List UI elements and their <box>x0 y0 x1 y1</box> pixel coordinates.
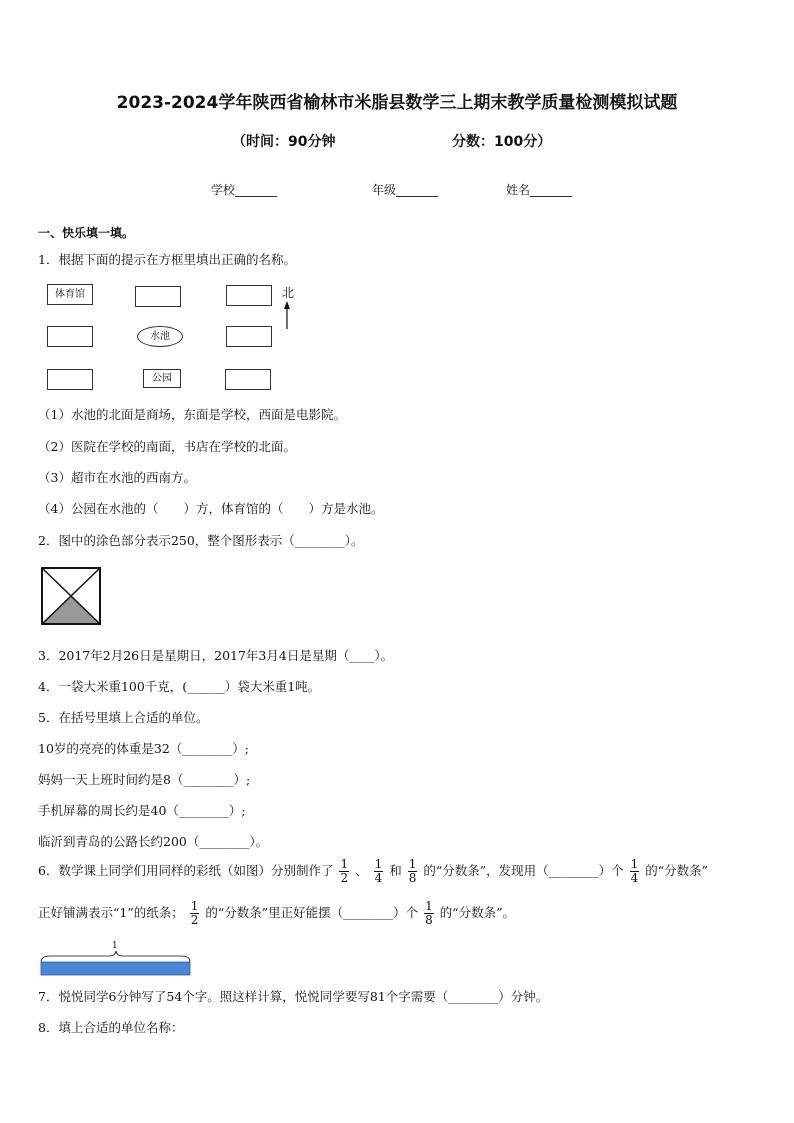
fraction-quarter: $\frac{1}{4}$ <box>374 857 383 885</box>
page-title: 2023-2024学年陕西省榆林市米脂县数学三上期末教学质量检测模拟试题 <box>116 93 678 113</box>
question-3: 3．2017年2月26日是星期日，2017年3月4日是星期（____）。 <box>38 648 394 663</box>
section-heading: 一、快乐填一填。 <box>38 226 135 240</box>
north-arrow-icon <box>281 300 293 330</box>
grade-field: 年级_______ <box>372 183 439 197</box>
school-field: 学校_______ <box>211 183 278 197</box>
q1-item-2: （2）医院在学校的南面，书店在学校的北面。 <box>38 439 296 454</box>
fraction-half: $\frac{1}{2}$ <box>190 899 199 927</box>
map-box-empty <box>225 369 271 390</box>
map-box-empty <box>47 326 93 347</box>
q6-text: 、 <box>355 863 368 878</box>
q6-text: 6．数学课上同学们用同样的彩纸（如图）分别制作了 <box>38 863 334 878</box>
q1-item-3: （3）超市在水池的西南方。 <box>38 470 196 485</box>
question-8: 8．填上合适的单位名称： <box>38 1020 184 1035</box>
map-box-park: 公园 <box>143 369 181 388</box>
q6-text: 的“分数条”里正好能摆（________）个 <box>205 905 419 920</box>
map-oval-pool: 水池 <box>137 326 183 347</box>
fraction-half: $\frac{1}{2}$ <box>340 857 349 885</box>
fraction-eighth: $\frac{1}{8}$ <box>408 857 417 885</box>
q5-item-4: 临沂到青岛的公路长约200（________）。 <box>38 834 269 849</box>
q1-item-4: （4）公园在水池的（ ）方，体育馆的（ ）方是水池。 <box>38 501 384 516</box>
score-label: 分数：100分） <box>452 134 552 150</box>
question-4: 4．一袋大米重100千克，(______）袋大米重1吨。 <box>38 679 321 694</box>
q6-text: 的“分数条”。 <box>439 905 516 920</box>
map-box-empty <box>135 286 181 307</box>
fraction-quarter: $\frac{1}{4}$ <box>630 857 639 885</box>
q5-item-1: 10岁的亮亮的体重是32（________）; <box>38 741 250 756</box>
map-box-empty <box>47 369 93 390</box>
question-6-line-2 <box>38 900 515 927</box>
question-5: 5．在括号里填上合适的单位。 <box>38 710 209 725</box>
north-label: 北 <box>282 286 295 300</box>
map-box-empty <box>226 326 272 347</box>
paper-strip-figure <box>40 950 192 978</box>
q1-item-1: （1）水池的北面是商场，东面是学校，西面是电影院。 <box>38 407 346 422</box>
q6-text: 的“分数条” <box>645 863 709 878</box>
q6-text: 和 <box>389 863 402 878</box>
q5-item-3: 手机屏幕的周长约是40（________）; <box>38 803 246 818</box>
map-box-empty <box>226 285 272 306</box>
q6-text: 正好铺满表示“1”的纸条； <box>38 905 184 920</box>
time-label: （时间：90分钟 <box>232 134 336 150</box>
question-7: 7．悦悦同学6分钟写了54个字。照这样计算，悦悦同学要写81个字需要（________）分钟。 <box>38 989 549 1004</box>
question-1: 1．根据下面的提示在方框里填出正确的名称。 <box>38 252 296 267</box>
fraction-eighth: $\frac{1}{8}$ <box>425 899 433 927</box>
question-6-line-1 <box>38 858 708 885</box>
q6-text: 的“分数条”，发现用（________）个 <box>423 863 624 878</box>
name-field: 姓名_______ <box>506 183 573 197</box>
q5-item-2: 妈妈一天上班时间约是8（________）; <box>38 772 251 787</box>
question-2: 2．图中的涂色部分表示250，整个图形表示（________）。 <box>38 533 364 548</box>
shaded-square-figure <box>40 566 102 626</box>
strip-label: 1 <box>112 941 118 951</box>
map-box-gym: 体育馆 <box>47 284 93 305</box>
